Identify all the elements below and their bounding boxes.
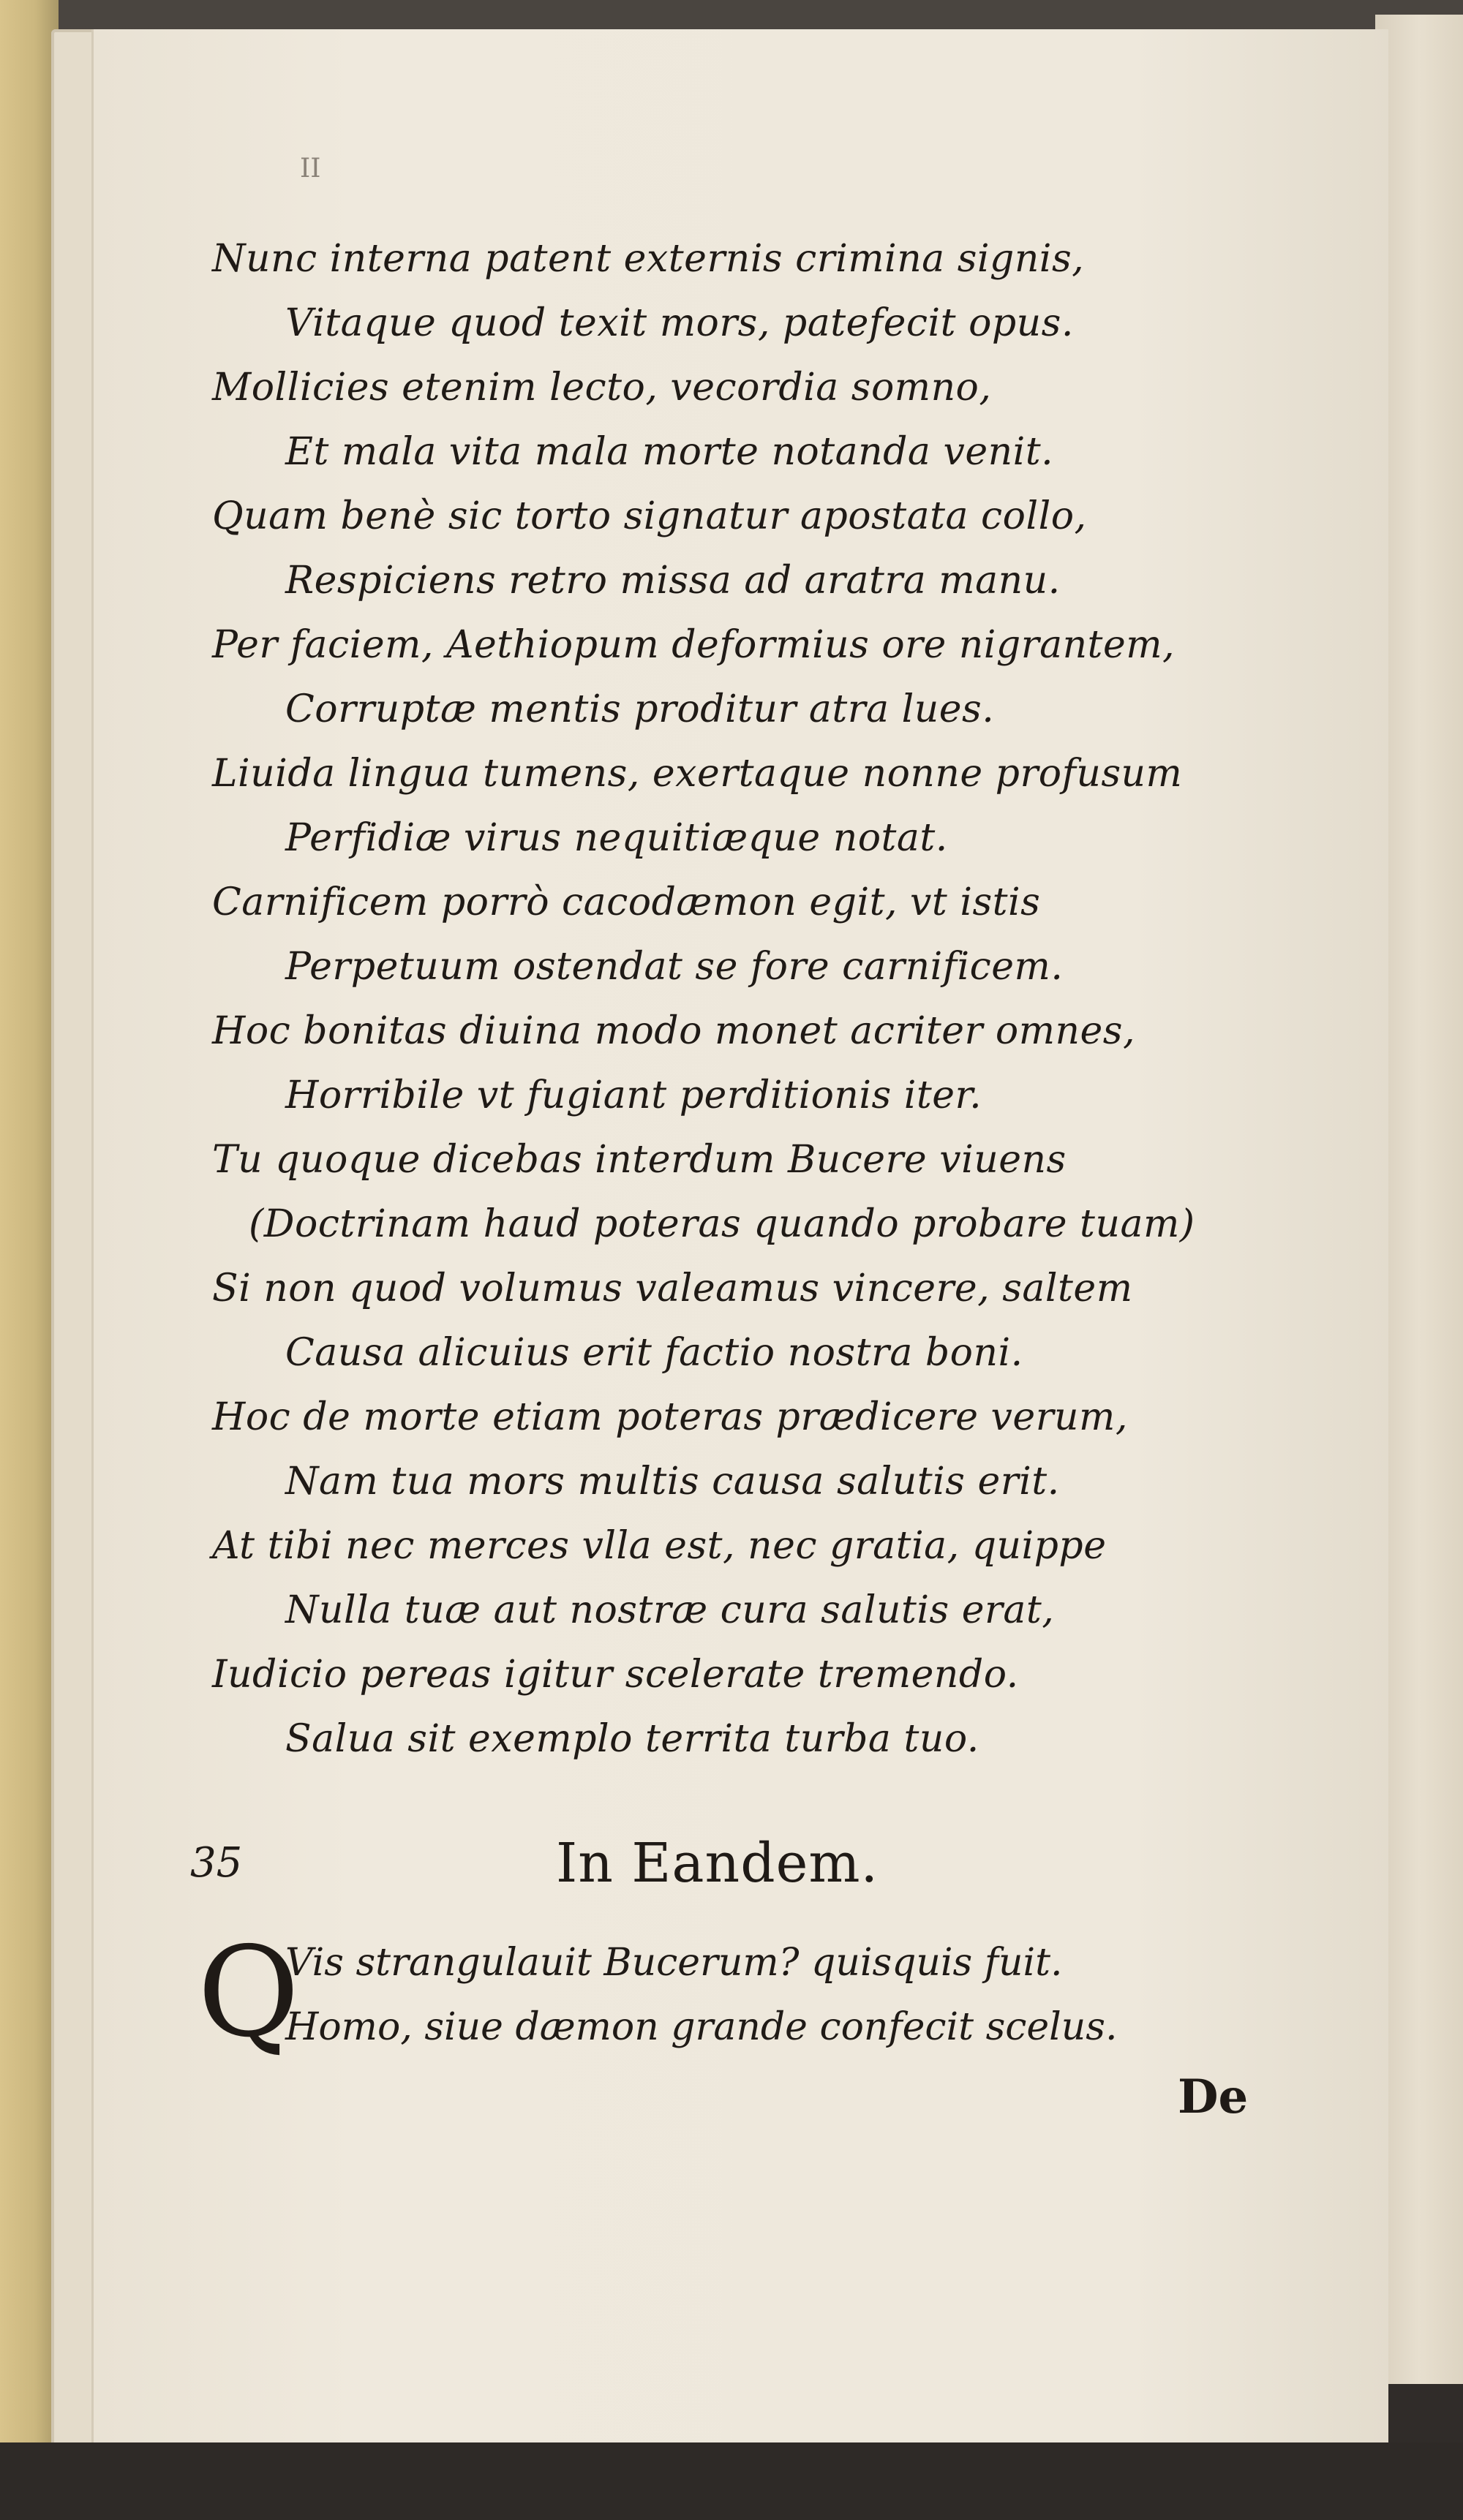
poem-line: Si non quod volumus valeamus vincere, saltem <box>212 1267 1133 1310</box>
poem-line: Carnificem porrò cacodæmon egit, vt istis <box>212 880 1041 924</box>
poem-line: Nunc interna patent externis crimina signis, <box>212 237 1085 281</box>
section-heading: In Eandem. <box>556 1832 879 1895</box>
poem-line: Mollicies etenim lecto, vecordia somno, <box>212 366 992 410</box>
poem-line: Hoc de morte etiam poteras prædicere verum, <box>212 1395 1128 1439</box>
poem-line: Iudicio pereas igitur scelerate tremendo. <box>212 1653 1019 1697</box>
bottom-shadow <box>0 2442 1463 2520</box>
poem-line: (Doctrinam haud poteras quando probare tuam) <box>249 1202 1195 1246</box>
poem-line: Perfidiæ virus nequitiæque notat. <box>285 816 948 860</box>
poem-line: Respiciens retro missa ad aratra manu. <box>285 559 1061 603</box>
poem-line: Liuida lingua tumens, exertaque nonne profusum <box>212 752 1183 796</box>
poem-line: Causa alicuius erit factio nostra boni. <box>285 1331 1023 1375</box>
poem-line: Perpetuum ostendat se fore carnificem. <box>285 945 1064 989</box>
poem-line: Et mala vita mala morte notanda venit. <box>285 430 1054 474</box>
book-cover-edge <box>0 0 59 2520</box>
poem-line: Tu quoque dicebas interdum Bucere viuens <box>212 1138 1067 1182</box>
facing-page-edge <box>1375 15 1463 2384</box>
poem-line: Homo, siue dæmon grande confecit scelus. <box>285 2005 1118 2049</box>
drop-cap: Q <box>198 1920 300 2065</box>
page-number: II <box>300 154 321 184</box>
poem-line: Salua sit exemplo territa turba tuo. <box>285 1717 979 1761</box>
section-heading-row <box>190 1832 1287 1898</box>
section-number: 35 <box>190 1839 243 1887</box>
poem-line: At tibi nec merces vlla est, nec gratia, quippe <box>212 1524 1107 1568</box>
poem-line: Horribile vt fugiant perditionis iter. <box>285 1074 982 1117</box>
poem-line: Per faciem, Aethiopum deformius ore nigrantem, <box>212 623 1176 667</box>
poem-line: Quam benè sic torto signatur apostata collo, <box>212 494 1087 538</box>
poem-text <box>212 227 1339 1771</box>
catchword: De <box>1178 2070 1249 2124</box>
poem-line: Vitaque quod texit mors, patefecit opus. <box>285 301 1074 345</box>
poem-line: Vis strangulauit Bucerum? quisquis fuit. <box>285 1941 1063 1985</box>
poem-line: Corruptæ mentis proditur atra lues. <box>285 687 995 731</box>
second-poem <box>198 1920 1295 2065</box>
poem-line: Hoc bonitas diuina modo monet acriter omnes, <box>212 1009 1136 1053</box>
poem-line: Nam tua mors multis causa salutis erit. <box>285 1460 1060 1504</box>
poem-line: Nulla tuæ aut nostræ cura salutis erat, <box>285 1588 1055 1632</box>
